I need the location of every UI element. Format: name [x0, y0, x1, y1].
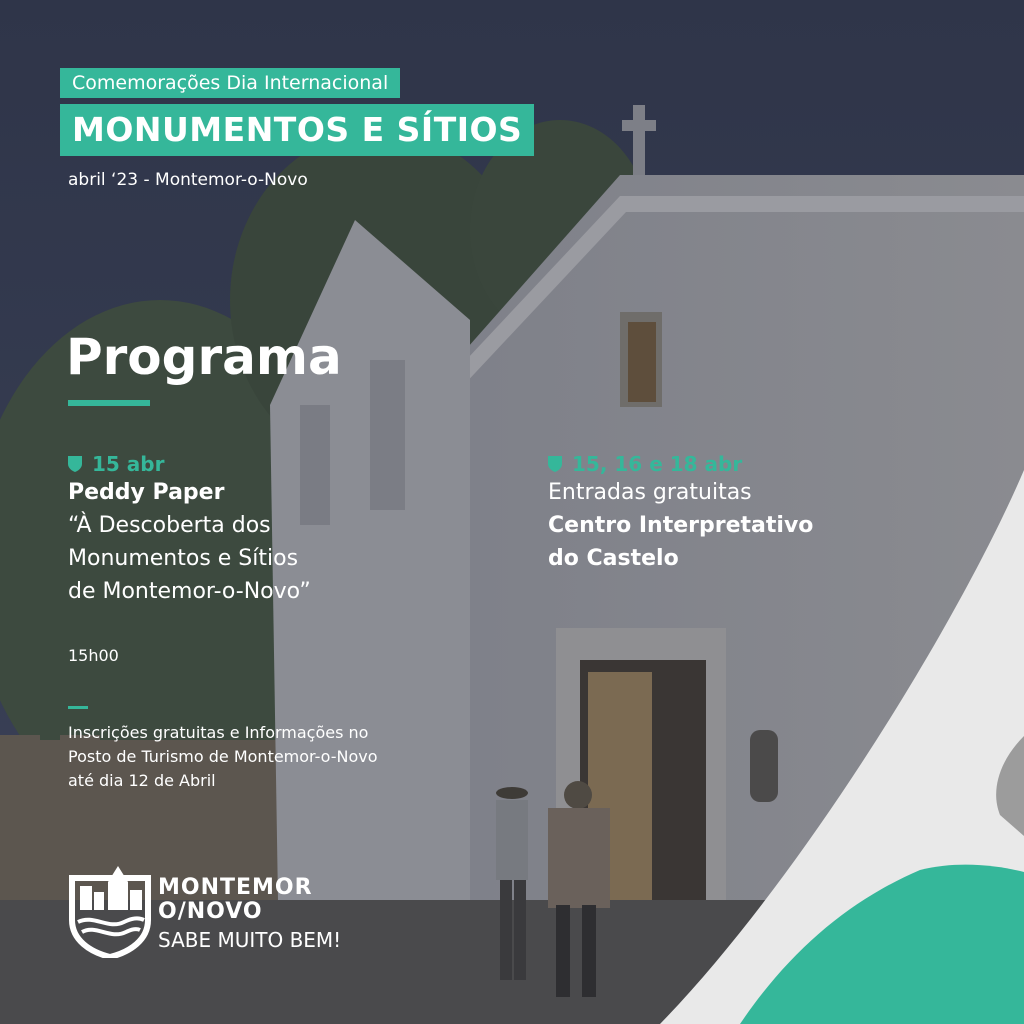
event-right-line2: Centro Interpretativo — [548, 513, 814, 538]
date-location: abril ‘23 - Montemor-o-Novo — [68, 170, 308, 190]
castle-logo-icon — [68, 862, 152, 958]
event-left-time: 15h00 — [68, 646, 119, 665]
brand-name-line1: MONTEMOR — [158, 875, 313, 900]
info-dash — [68, 706, 88, 709]
event-right-date: 15, 16 e 18 abr — [572, 452, 743, 476]
heading-underline — [68, 400, 150, 406]
event-right — [548, 452, 968, 575]
info-line: até dia 12 de Abril — [68, 771, 216, 790]
event-subtitle-tag: Comemorações Dia Internacional — [60, 68, 400, 98]
registration-info — [68, 721, 378, 793]
info-line: Posto de Turismo de Montemor-o-Novo — [68, 747, 378, 766]
event-right-line1: Entradas gratuitas — [548, 480, 752, 505]
event-left-desc-line: Monumentos e Sítios — [68, 546, 299, 571]
programa-heading: Programa — [66, 328, 342, 386]
event-title-tag: MONUMENTOS E SÍTIOS — [60, 104, 534, 156]
event-left-desc-line: de Montemor-o-Novo” — [68, 579, 311, 604]
event-left-desc-line: “À Descoberta dos — [68, 513, 271, 538]
info-line: Inscrições gratuitas e Informações no — [68, 723, 369, 742]
brand-name-line2: O/NOVO — [158, 899, 263, 924]
shield-icon — [548, 456, 562, 472]
event-left-date-row — [68, 452, 488, 476]
shield-icon — [68, 456, 82, 472]
event-left — [68, 452, 488, 608]
event-right-line3: do Castelo — [548, 546, 679, 571]
brand-logo-text — [158, 876, 341, 956]
brand-slogan: SABE MUITO BEM! — [158, 928, 342, 952]
event-left-name: Peddy Paper — [68, 480, 225, 505]
event-right-date-row — [548, 452, 968, 476]
event-left-date: 15 abr — [92, 452, 165, 476]
